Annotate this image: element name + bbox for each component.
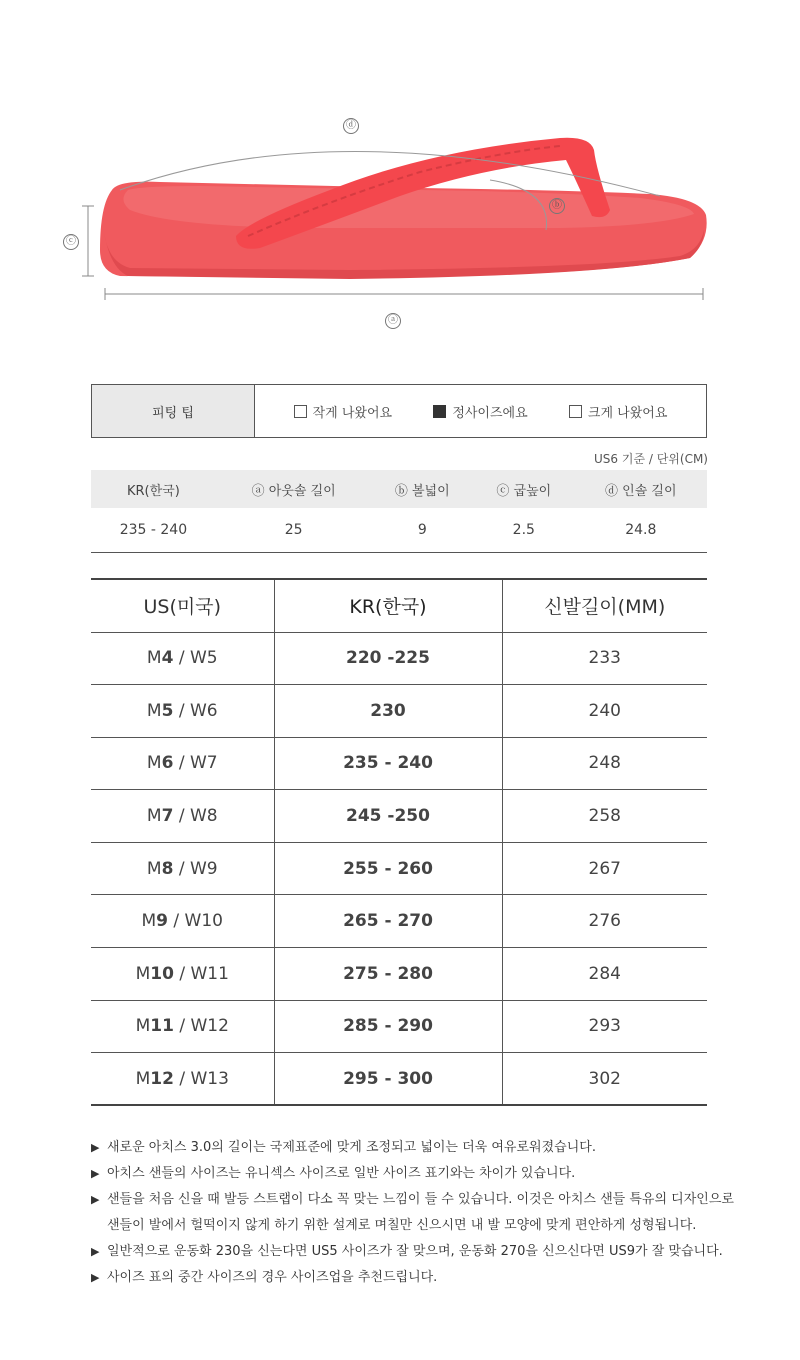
us-m-prefix: M [141, 911, 157, 932]
header-kr: KR(한국) [91, 470, 216, 508]
cell-foot-length: 284 [502, 948, 707, 1001]
us-m-prefix: M [146, 700, 162, 721]
note-item [91, 1265, 771, 1291]
note-item [91, 1135, 771, 1161]
size-conversion-table [91, 578, 707, 1106]
fit-option-true-size [433, 402, 527, 421]
header-kr: KR(한국) [274, 579, 502, 632]
cell-us [91, 948, 274, 1001]
cell-foot-length: 276 [502, 895, 707, 948]
cell-outsole-length: 25 [216, 508, 372, 552]
us-m-prefix: M [135, 963, 151, 984]
table-row [91, 895, 707, 948]
note-text: 샌들이 발에서 헐떡이지 않게 하기 위한 설계로 며칠만 신으시면 내 발 모양에 맞게 편안하게 성형됩니다. [107, 1218, 697, 1233]
sandal-illustration [0, 0, 800, 360]
triangle-bullet-icon: ▶ [91, 1193, 100, 1206]
fit-option-small [294, 402, 392, 421]
cell-kr: 220 -225 [274, 632, 502, 685]
dimension-b-label: ⓑ [549, 198, 565, 214]
cell-us [91, 842, 274, 895]
measure-caption: US6 기준 / 단위(CM) [594, 452, 708, 466]
sandal-diagram [0, 0, 800, 360]
note-text: 사이즈 표의 중간 사이즈의 경우 사이즈업을 추천드립니다. [107, 1270, 438, 1285]
size-table-body [91, 632, 707, 1105]
cell-kr: 265 - 270 [274, 895, 502, 948]
cell-foot-length: 248 [502, 737, 707, 790]
us-m-number: 11 [150, 1016, 174, 1037]
cell-kr: 295 - 300 [274, 1053, 502, 1106]
us-m-prefix: M [146, 806, 162, 827]
cell-us [91, 632, 274, 685]
table-header-row [91, 579, 707, 632]
cell-kr: 285 - 290 [274, 1000, 502, 1053]
note-text: 새로운 아치스 3.0의 길이는 국제표준에 맞게 조정되고 넓이는 더욱 여유로워졌습니다. [107, 1140, 596, 1155]
table-row [91, 1000, 707, 1053]
cell-insole-length: 24.8 [575, 508, 707, 552]
us-m-number: 10 [150, 963, 174, 984]
cell-us [91, 1053, 274, 1106]
cell-us [91, 737, 274, 790]
cell-kr: 245 -250 [274, 790, 502, 843]
header-heel-height: ⓒ 굽높이 [473, 470, 575, 508]
us-w-size: / W13 [173, 1068, 229, 1089]
fitting-tip-box [91, 384, 707, 438]
cell-us [91, 1000, 274, 1053]
table-row [91, 1053, 707, 1106]
us-m-prefix: M [146, 753, 162, 774]
fit-option-large [569, 402, 667, 421]
note-item [91, 1187, 771, 1213]
fitting-options [255, 385, 706, 437]
note-text: 일반적으로 운동화 230을 신는다면 US5 사이즈가 잘 맞으며, 운동화 270을 신으신다면 US9가 잘 맞습니다. [107, 1244, 723, 1259]
us-w-size: / W7 [173, 753, 218, 774]
fit-option-label: 정사이즈에요 [452, 405, 528, 421]
us-m-number: 9 [156, 911, 169, 932]
cell-kr: 230 [274, 685, 502, 738]
cell-kr: 275 - 280 [274, 948, 502, 1001]
note-continuation [91, 1213, 771, 1239]
us-w-size: / W8 [173, 806, 218, 827]
fit-option-label: 작게 나왔어요 [312, 405, 393, 421]
cell-foot-length: 233 [502, 632, 707, 685]
note-text: 샌들을 처음 신을 때 발등 스트랩이 다소 꼭 맞는 느낌이 들 수 있습니다. 이것은 아치스 샌들 특유의 디자인으로 [107, 1192, 734, 1207]
fitting-tip-title: 피팅 팁 [92, 385, 255, 437]
cell-kr: 235 - 240 [274, 737, 502, 790]
cell-foot-length: 258 [502, 790, 707, 843]
table-row [91, 685, 707, 738]
triangle-bullet-icon: ▶ [91, 1167, 100, 1180]
cell-foot-length: 267 [502, 842, 707, 895]
triangle-bullet-icon: ▶ [91, 1271, 100, 1284]
checkbox-icon [569, 405, 582, 418]
cell-foot-length: 302 [588, 1068, 621, 1089]
measurement-table [91, 470, 707, 553]
us-m-number: 5 [161, 700, 174, 721]
fit-option-label: 크게 나왔어요 [587, 405, 668, 421]
checkbox-icon [294, 405, 307, 418]
dimension-c-label: ⓒ [63, 234, 79, 250]
us-w-size: / W6 [173, 700, 218, 721]
cell-ball-width: 9 [372, 508, 474, 552]
note-item [91, 1161, 771, 1187]
us-m-prefix: M [135, 1068, 151, 1089]
header-foot-length: 신발길이(MM) [502, 579, 707, 632]
note-item [91, 1239, 771, 1265]
table-header-row [91, 470, 707, 508]
us-m-number: 7 [161, 806, 174, 827]
us-m-number: 12 [150, 1068, 174, 1089]
cell-foot-length: 240 [502, 685, 707, 738]
header-ball-width: ⓑ 볼넓이 [372, 470, 474, 508]
table-row [91, 508, 707, 552]
header-insole-length: ⓓ 인솔 길이 [575, 470, 707, 508]
cell-kr: 235 - 240 [91, 508, 216, 552]
triangle-bullet-icon: ▶ [91, 1245, 100, 1258]
table-row [91, 737, 707, 790]
us-w-size: / W12 [173, 1016, 229, 1037]
notes-list [91, 1135, 771, 1291]
header-us: US(미국) [91, 579, 274, 632]
cell-foot-length: 293 [502, 1000, 707, 1053]
dimension-a-label: ⓐ [385, 313, 401, 329]
note-text: 아치스 샌들의 사이즈는 유니섹스 사이즈로 일반 사이즈 표기와는 차이가 있습니다. [107, 1166, 576, 1181]
cell-us [91, 685, 274, 738]
header-outsole-length: ⓐ 아웃솔 길이 [216, 470, 372, 508]
table-row [91, 948, 707, 1001]
us-m-number: 4 [161, 648, 174, 669]
us-w-size: / W10 [168, 911, 223, 932]
us-w-size: / W9 [173, 858, 218, 879]
us-w-size: / W5 [173, 648, 218, 669]
table-row [91, 790, 707, 843]
us-m-number: 6 [161, 753, 174, 774]
checked-box-icon [433, 405, 446, 418]
us-m-prefix: M [135, 1016, 151, 1037]
us-w-size: / W11 [173, 963, 229, 984]
us-m-prefix: M [146, 858, 162, 879]
cell-us [91, 790, 274, 843]
table-row [91, 632, 707, 685]
cell-heel-height: 2.5 [473, 508, 575, 552]
cell-us [91, 895, 274, 948]
cell-kr: 255 - 260 [274, 842, 502, 895]
table-row [91, 842, 707, 895]
us-m-number: 8 [161, 858, 174, 879]
us-m-prefix: M [146, 648, 162, 669]
triangle-bullet-icon: ▶ [91, 1141, 100, 1154]
dimension-d-label: ⓓ [343, 118, 359, 134]
